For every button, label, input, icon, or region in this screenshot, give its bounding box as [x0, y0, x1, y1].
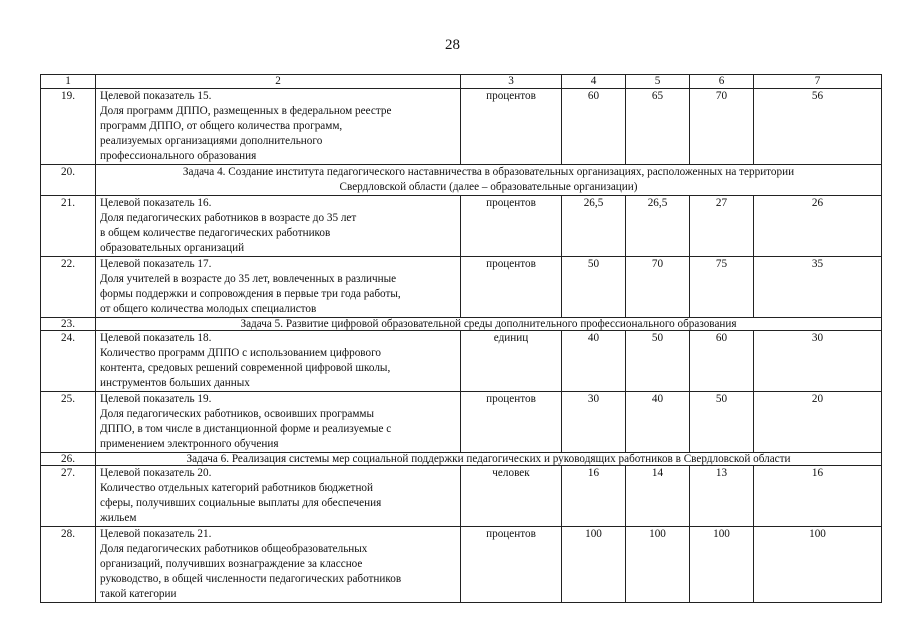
value-col7: 16	[754, 466, 882, 527]
indicator-text-line: в общем количестве педагогических работников	[100, 227, 331, 239]
indicator-text-line: от общего количества молодых специалистов	[100, 303, 317, 315]
value-col5: 14	[626, 466, 690, 527]
indicator-title: Целевой показатель 21.	[100, 528, 212, 540]
row-number: 21.	[41, 196, 96, 257]
indicator-title: Целевой показатель 19.	[100, 393, 212, 405]
indicator-description	[96, 466, 461, 527]
indicator-text-line: Доля программ ДППО, размещенных в федеральном реестре	[100, 105, 392, 117]
indicator-text-line: организаций, получивших вознаграждение за классное	[100, 558, 363, 570]
value-col6: 13	[690, 466, 754, 527]
task-text-line: Задача 4. Создание института педагогического наставничества в образовательных организациях, расположенных на территории	[182, 166, 795, 178]
unit-cell: единиц	[461, 331, 562, 392]
value-col6: 27	[690, 196, 754, 257]
value-col5: 50	[626, 331, 690, 392]
indicators-table	[40, 74, 882, 603]
value-col7: 26	[754, 196, 882, 257]
indicator-text-line: контента, средовых решений современной цифровой школы,	[100, 362, 391, 374]
unit-cell: процентов	[461, 527, 562, 603]
value-col7: 100	[754, 527, 882, 603]
indicator-text-line: программ ДППО, от общего количества программ,	[100, 120, 343, 132]
indicator-description	[96, 527, 461, 603]
value-col4: 60	[562, 89, 626, 165]
indicator-text-line: жильем	[100, 512, 137, 524]
indicator-text-line: инструментов больших данных	[100, 377, 250, 389]
indicator-text-line: руководство, в общей численности педагогических работников	[100, 573, 402, 585]
value-col4: 26,5	[562, 196, 626, 257]
header-cell-1: 1	[41, 75, 96, 89]
header-cell-3: 3	[461, 75, 562, 89]
indicator-text-line: Доля учителей в возрасте до 35 лет, вовлеченных в различные	[100, 273, 397, 285]
indicator-title: Целевой показатель 15.	[100, 90, 212, 102]
header-cell-6: 6	[690, 75, 754, 89]
value-col4: 40	[562, 331, 626, 392]
indicator-title: Целевой показатель 16.	[100, 197, 212, 209]
indicator-description	[96, 196, 461, 257]
value-col6: 60	[690, 331, 754, 392]
unit-cell: человек	[461, 466, 562, 527]
task-heading	[96, 165, 882, 196]
value-col5: 70	[626, 257, 690, 318]
indicator-title: Целевой показатель 17.	[100, 258, 212, 270]
indicator-text-line: Доля педагогических работников в возрасте до 35 лет	[100, 212, 357, 224]
value-col4: 30	[562, 392, 626, 453]
value-col5: 65	[626, 89, 690, 165]
table-row	[41, 257, 882, 318]
indicator-text-line: применением электронного обучения	[100, 438, 279, 450]
indicator-text-line: Доля педагогических работников общеобразовательных	[100, 543, 368, 555]
value-col7: 35	[754, 257, 882, 318]
task-heading	[96, 453, 882, 466]
header-cell-5: 5	[626, 75, 690, 89]
unit-cell: процентов	[461, 392, 562, 453]
value-col5: 100	[626, 527, 690, 603]
row-number: 23.	[41, 318, 96, 331]
task-heading	[96, 318, 882, 331]
value-col6: 50	[690, 392, 754, 453]
indicator-text-line: ДППО, в том числе в дистанционной форме и реализуемые с	[100, 423, 392, 435]
row-number: 28.	[41, 527, 96, 603]
row-number: 26.	[41, 453, 96, 466]
indicator-text-line: профессионального образования	[100, 150, 257, 162]
value-col6: 75	[690, 257, 754, 318]
row-number: 19.	[41, 89, 96, 165]
indicator-title: Целевой показатель 20.	[100, 467, 212, 479]
indicator-description	[96, 257, 461, 318]
header-cell-2: 2	[96, 75, 461, 89]
table-row	[41, 89, 882, 165]
table-row	[41, 527, 882, 603]
indicator-description	[96, 89, 461, 165]
indicator-text-line: сферы, получивших социальные выплаты для обеспечения	[100, 497, 382, 509]
table-header-row	[41, 75, 882, 89]
value-col6: 70	[690, 89, 754, 165]
row-number: 22.	[41, 257, 96, 318]
unit-cell: процентов	[461, 89, 562, 165]
indicator-text-line: такой категории	[100, 588, 177, 600]
task-text-line: Задача 6. Реализация системы мер социальной поддержки педагогических и руководящих работников в Свердловской области	[186, 453, 791, 465]
indicator-description	[96, 392, 461, 453]
value-col6: 100	[690, 527, 754, 603]
value-col5: 26,5	[626, 196, 690, 257]
indicator-description	[96, 331, 461, 392]
indicator-text-line: Количество программ ДППО с использованием цифрового	[100, 347, 381, 359]
table-row	[41, 466, 882, 527]
row-number: 27.	[41, 466, 96, 527]
indicator-text-line: формы поддержки и сопровождения в первые три года работы,	[100, 288, 401, 300]
indicator-text-line: Доля педагогических работников, освоивших программы	[100, 408, 374, 420]
task-row	[41, 318, 882, 331]
task-text-line: Свердловской области (далее – образовательные организации)	[339, 181, 638, 193]
task-row	[41, 453, 882, 466]
header-cell-4: 4	[562, 75, 626, 89]
indicator-text-line: образовательных организаций	[100, 242, 245, 254]
value-col5: 40	[626, 392, 690, 453]
value-col7: 56	[754, 89, 882, 165]
value-col7: 30	[754, 331, 882, 392]
page-number: 28	[445, 37, 460, 53]
row-number: 24.	[41, 331, 96, 392]
value-col4: 50	[562, 257, 626, 318]
indicator-text-line: реализуемых организациями дополнительного	[100, 135, 323, 147]
header-cell-7: 7	[754, 75, 882, 89]
row-number: 20.	[41, 165, 96, 196]
table-row	[41, 331, 882, 392]
table-row	[41, 392, 882, 453]
value-col7: 20	[754, 392, 882, 453]
indicator-text-line: Количество отдельных категорий работников бюджетной	[100, 482, 374, 494]
value-col4: 100	[562, 527, 626, 603]
table-row	[41, 196, 882, 257]
unit-cell: процентов	[461, 196, 562, 257]
task-row	[41, 165, 882, 196]
value-col4: 16	[562, 466, 626, 527]
indicator-title: Целевой показатель 18.	[100, 332, 212, 344]
task-text-line: Задача 5. Развитие цифровой образовательной среды дополнительного профессионального образования	[240, 318, 737, 330]
row-number: 25.	[41, 392, 96, 453]
unit-cell: процентов	[461, 257, 562, 318]
